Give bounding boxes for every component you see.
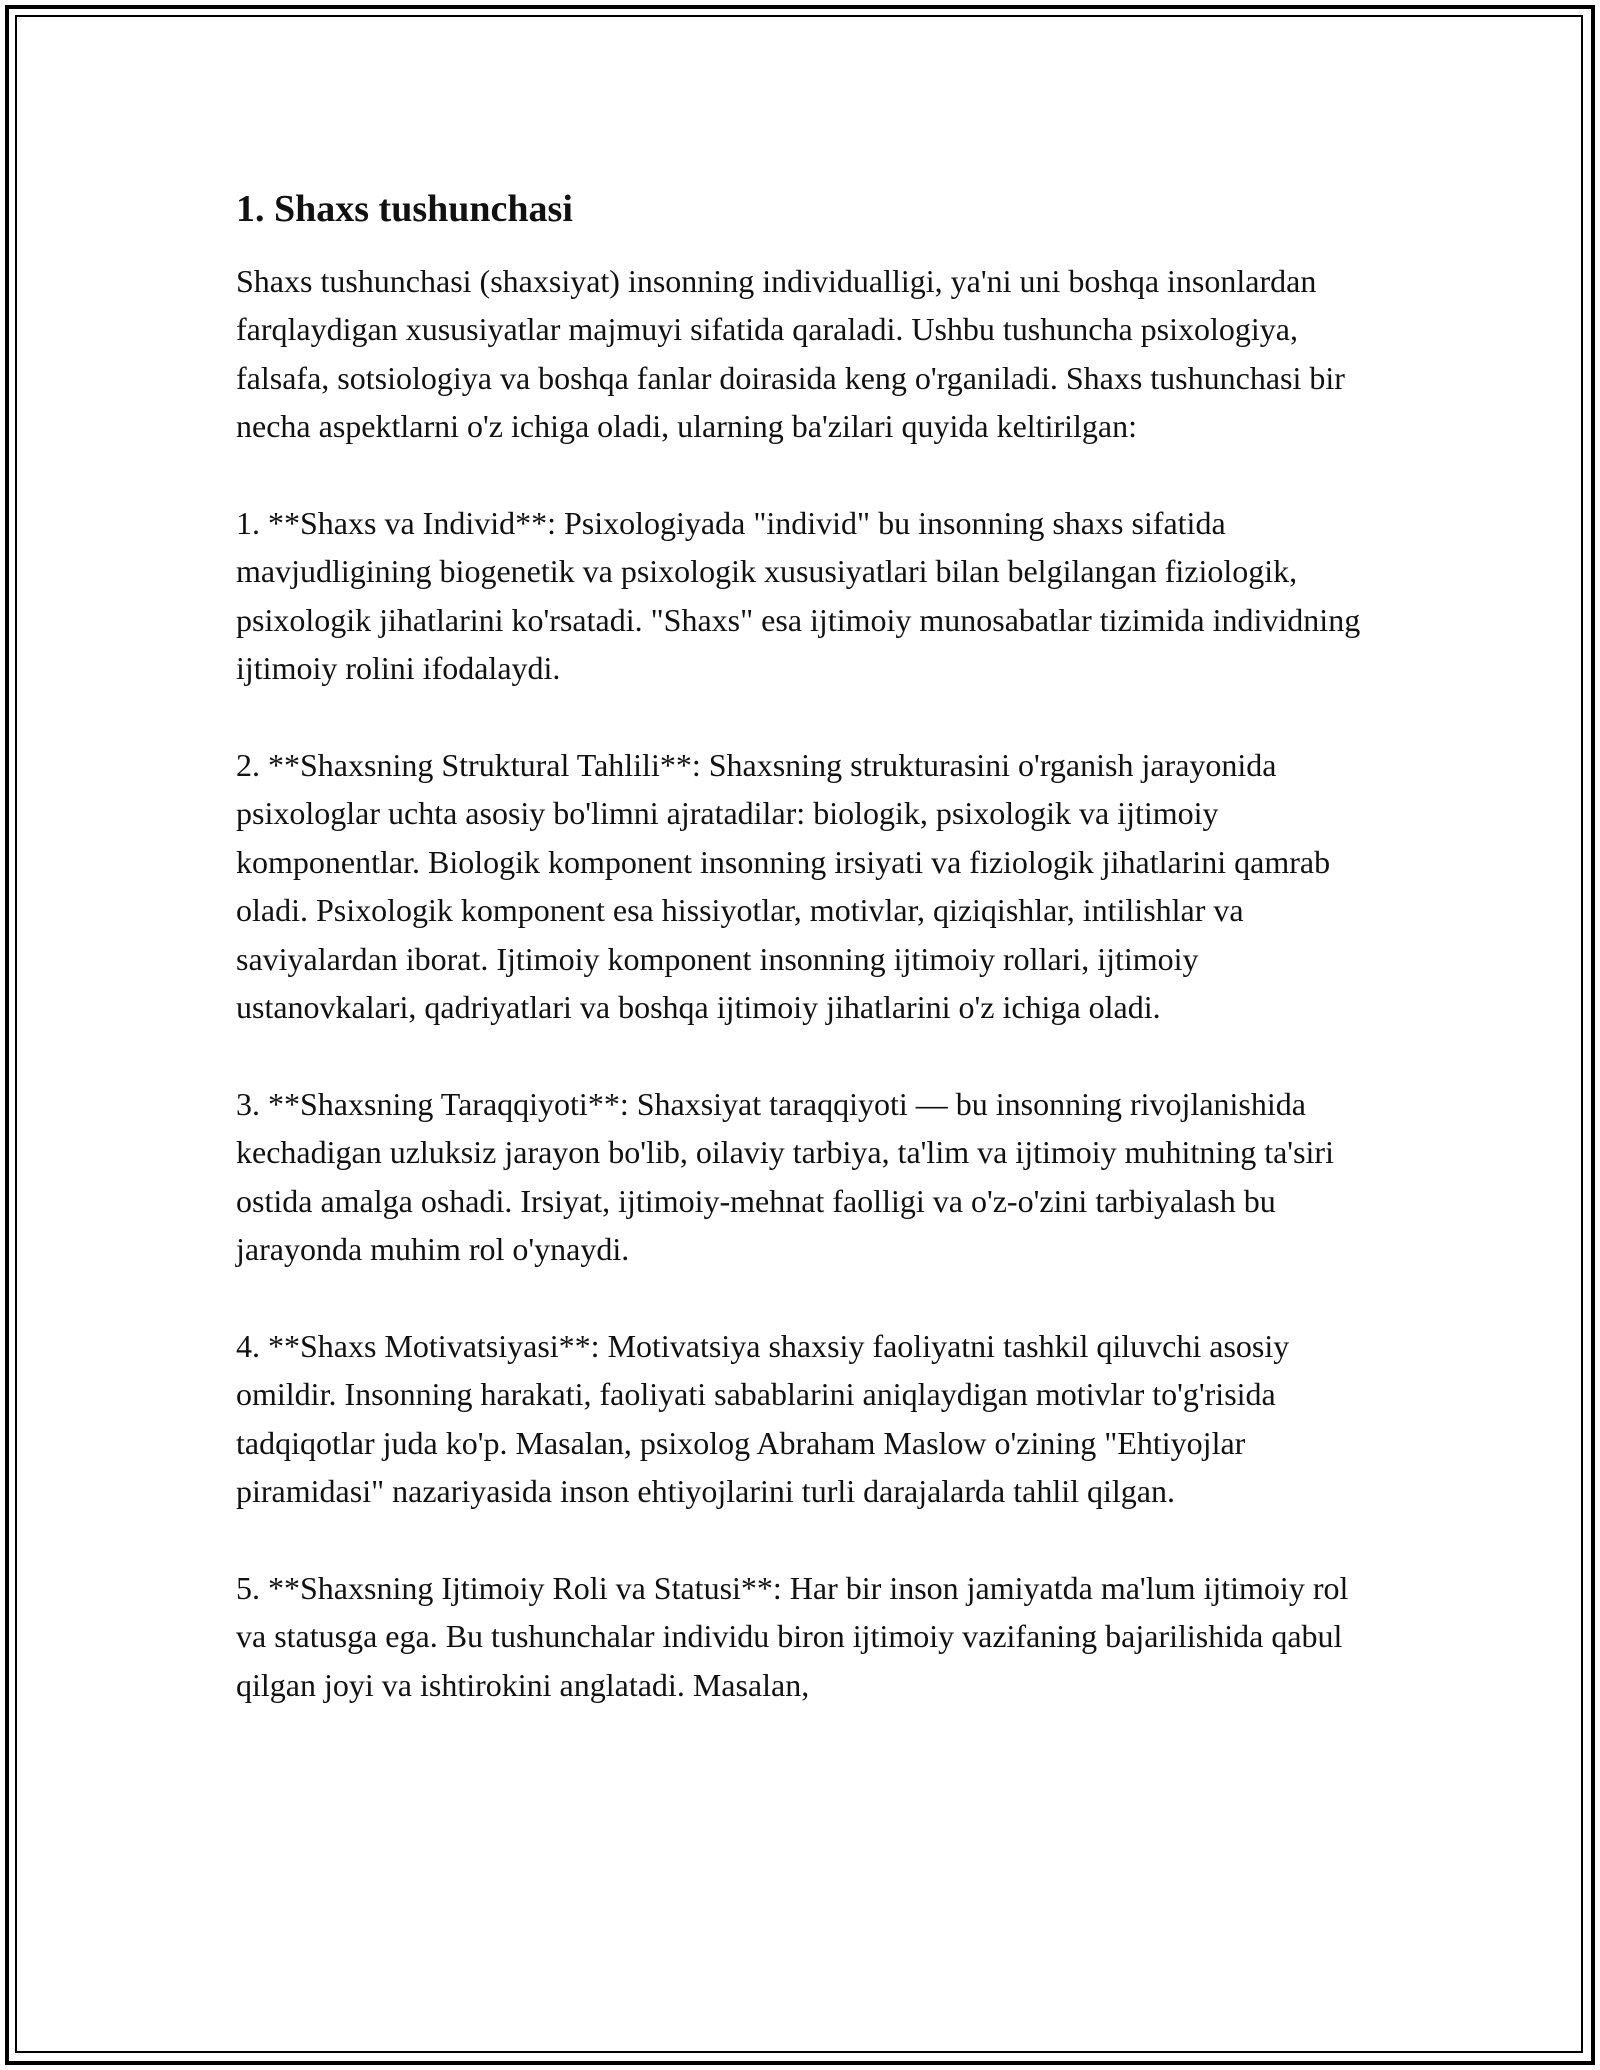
paragraph-struktural-tahlil: 2. **Shaxsning Struktural Tahlili**: Shaxsning strukturasini o'rganish jarayonida psixologlar uchta asosiy bo'limni ajratadilar: biologik, psixologik va ijtimoiy komponentlar. Biologik komponent insonning irsiyati va fiziologik jihatlarini qamrab oladi. Psixologik komponent esa hissiyotlar, motivlar, qiziqishlar, intilishlar va saviyalardan iborat. Ijtimoiy komponent insonning ijtimoiy rollari, ijtimoiy ustanovkalari, qadriyatlari va boshqa ijtimoiy jihatlarini o'z ichiga oladi. — [236, 747, 1331, 1026]
document-body — [236, 185, 1376, 1758]
paragraph-ijtimoiy-rol: 5. **Shaxsning Ijtimoiy Roli va Statusi**: Har bir inson jamiyatda ma'lum ijtimoiy rol va statusga ega. Bu tushunchalar individu biron ijtimoiy vazifaning bajarilishida qabul qilgan joyi va ishtirokini anglatadi. Masalan, — [236, 1569, 1349, 1703]
intro-paragraph: Shaxs tushunchasi (shaxsiyat) insonning individualligi, ya'ni uni boshqa insonlardan farqlaydigan xususiyatlar majmuyi sifatida qaraladi. Ushbu tushuncha psixologiya, falsafa, sotsiologiya va boshqa fanlar doirasida keng o'rganiladi. Shaxs tushunchasi bir necha aspektlarni o'z ichiga oladi, ularning ba'zilari quyida keltirilgan: — [236, 263, 1345, 445]
paragraph-motivatsiya: 4. **Shaxs Motivatsiyasi**: Motivatsiya shaxsiy faoliyatni tashkil qiluvchi asosiy omildir. Insonning harakati, faoliyati sabablarini aniqlaydigan motivlar to'g'risida tadqiqotlar juda ko'p. Masalan, psixolog Abraham Maslow o'zining "Ehtiyojlar piramidasi" nazariyasida inson ehtiyojlarini turli darajalarda tahlil qilgan. — [236, 1327, 1290, 1510]
page-title: 1. Shaxs tushunchasi — [236, 188, 573, 230]
paragraph-taraqqiyot: 3. **Shaxsning Taraqqiyoti**: Shaxsiyat taraqqiyoti — bu insonning rivojlanishida kechadigan uzluksiz jarayon bo'lib, oilaviy tarbiya, ta'lim va ijtimoiy muhitning ta'siri ostida amalga oshadi. Irsiyat, ijtimoiy-mehnat faolligi va o'z-o'zini tarbiyalash bu jarayonda muhim rol o'ynaydi. — [236, 1085, 1334, 1268]
paragraph-shaxs-va-individ: 1. **Shaxs va Individ**: Psixologiyada "individ" bu insonning shaxs sifatida mavjudligining biogenetik va psixologik xususiyatlari bilan belgilangan fiziologik, psixologik jihatlarini ko'rsatadi. "Shaxs" esa ijtimoiy munosabatlar tizimida individning ijtimoiy rolini ifodalaydi. — [236, 505, 1361, 687]
